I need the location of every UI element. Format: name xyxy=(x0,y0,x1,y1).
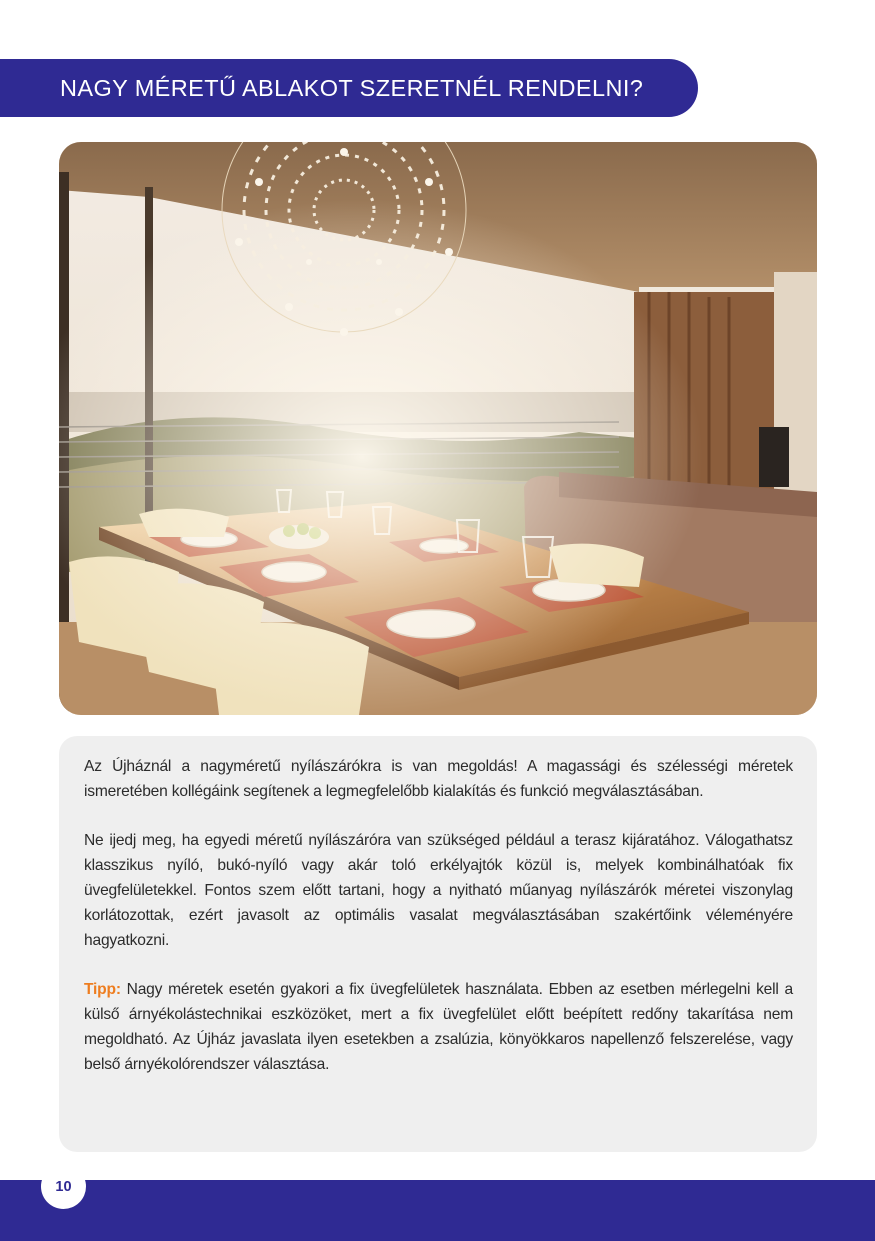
paragraph-2: Ne ijedj meg, ha egyedi méretű nyílászáróra van szükséged például a terasz kijáratához. Válogathatsz klasszikus nyíló, bukó-nyíló vagy akár toló erkélyajtók közül is, melyek kombinálhatóak fix üvegfelületekkel. Fontos szem előtt tartani, hogy a nyitható műanyag nyílászárók méretei viszonylag korlátozottak, ezért javasolt az optimális vasalat megválasztásában szakértőink véleményére hagyatkozni. xyxy=(84,832,793,949)
page-title: NAGY MÉRETŰ ABLAKOT SZERETNÉL RENDELNI? xyxy=(60,74,644,101)
page-number: 10 xyxy=(41,1164,86,1209)
tip-label: Tipp: xyxy=(84,981,121,999)
text-box xyxy=(59,736,817,1152)
tip-paragraph xyxy=(84,978,793,1077)
footer-bar xyxy=(0,1180,875,1241)
dining-room-photo xyxy=(59,142,817,715)
paragraph-1: Az Újháznál a nagyméretű nyílászárókra is van megoldás! A magassági és szélességi méretek ismeretében kollégáink segítenek a legmegfelelőbb kialakítás és funkció megválasztásában. xyxy=(84,758,793,800)
header-bar xyxy=(0,59,698,117)
tip-text: Nagy méretek esetén gyakori a fix üvegfelületek használata. Ebben az esetben mérlegelni kell a külső árnyékolástechnikai eszközöket, mert a fix üvegfelület előtt beépített redőny takarítása nem megoldható. Az Újház javaslata ilyen esetekben a zsalúzia, könyökkaros napellenző felszerelése, vagy belső árnyékolórendszer választása. xyxy=(84,981,793,1073)
